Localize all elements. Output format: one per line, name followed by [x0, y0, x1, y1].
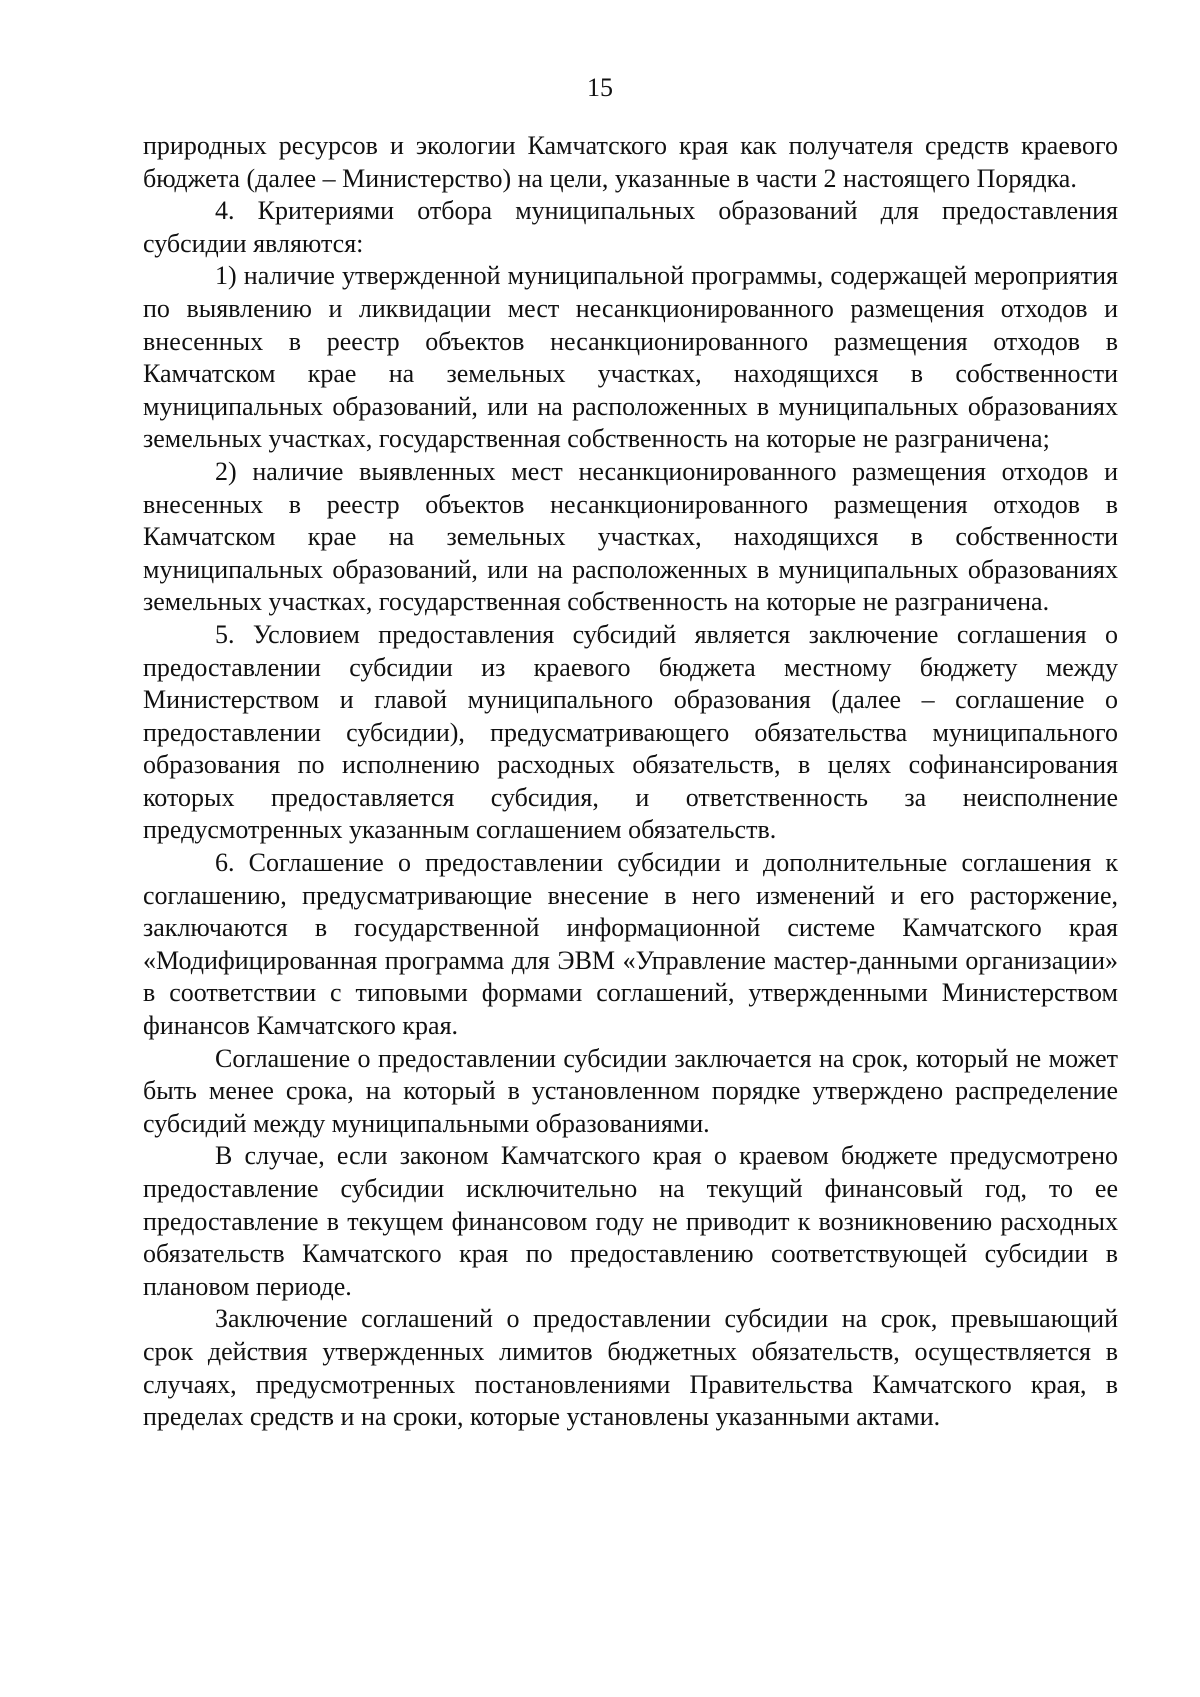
paragraph-current-year: В случае, если законом Камчатского края о краевом бюджете предусмотрено предоставление субсидии исключительно на текущий финансовый год, то ее предоставление в текущем финансовом году не приводит к возникновению расходных обязательств Камчатского края по предоставлению соответствующей субсидии в плановом периоде. [143, 1141, 1118, 1301]
document-body [143, 130, 1118, 1434]
paragraph-agreement-term: Соглашение о предоставлении субсидии заключается на срок, который не может быть менее срока, на который в установленном порядке утверждено распределение субсидий между муниципальными образованиями. [143, 1043, 1118, 1138]
paragraph-criterion-2: 2) наличие выявленных мест несанкционированного размещения отходов и внесенных в реестр объектов несанкционированного размещения отходов в Камчатском крае на земельных участках, находящихся в собственности муниципальных образований, или на расположенных в муниципальных образованиях земельных участках, государственная собственность на которые не разграничена. [143, 456, 1118, 617]
paragraph-item-5: 5. Условием предоставления субсидий является заключение соглашения о предоставлении субсидии из краевого бюджета местному бюджету между Министерством и главой муниципального образования (далее – соглашение о предоставлении субсидии), предусматривающего обязательства муниципального образования по исполнению расходных обязательств, в целях софинансирования которых предоставляется субсидия, и ответственность за неисполнение предусмотренных указанным соглашением обязательств. [143, 619, 1118, 845]
paragraph-item-6: 6. Соглашение о предоставлении субсидии и дополнительные соглашения к соглашению, предусматривающие внесение в него изменений и его расторжение, заключаются в государственной информационной системе Камчатского края «Модифицированная программа для ЭВМ «Управление мастер-данными организации» в соответствии с типовыми формами соглашений, утвержденными Министерством финансов Камчатского края. [143, 848, 1118, 1041]
paragraph-continuation: природных ресурсов и экологии Камчатского края как получателя средств краевого бюджета (далее – Министерство) на цели, указанные в части 2 настоящего Порядка. [143, 131, 1118, 193]
page-number: 15 [587, 73, 613, 102]
paragraph-criterion-1: 1) наличие утвержденной муниципальной программы, содержащей мероприятия по выявлению и ликвидации мест несанкционированного размещения отходов и внесенных в реестр объектов несанкционированного размещения отходов в Камчатском крае на земельных участках, находящихся в собственности муниципальных образований, или на расположенных в муниципальных образованиях земельных участках, государственная собственность на которые не разграничена; [143, 261, 1118, 454]
paragraph-limits: Заключение соглашений о предоставлении субсидии на срок, превышающий срок действия утвержденных лимитов бюджетных обязательств, осуществляется в случаях, предусмотренных постановлениями Правительства Камчатского края, в пределах средств и на сроки, которые установлены указанными актами. [143, 1304, 1118, 1432]
paragraph-item-4: 4. Критериями отбора муниципальных образований для предоставления субсидии являются: [143, 196, 1118, 258]
